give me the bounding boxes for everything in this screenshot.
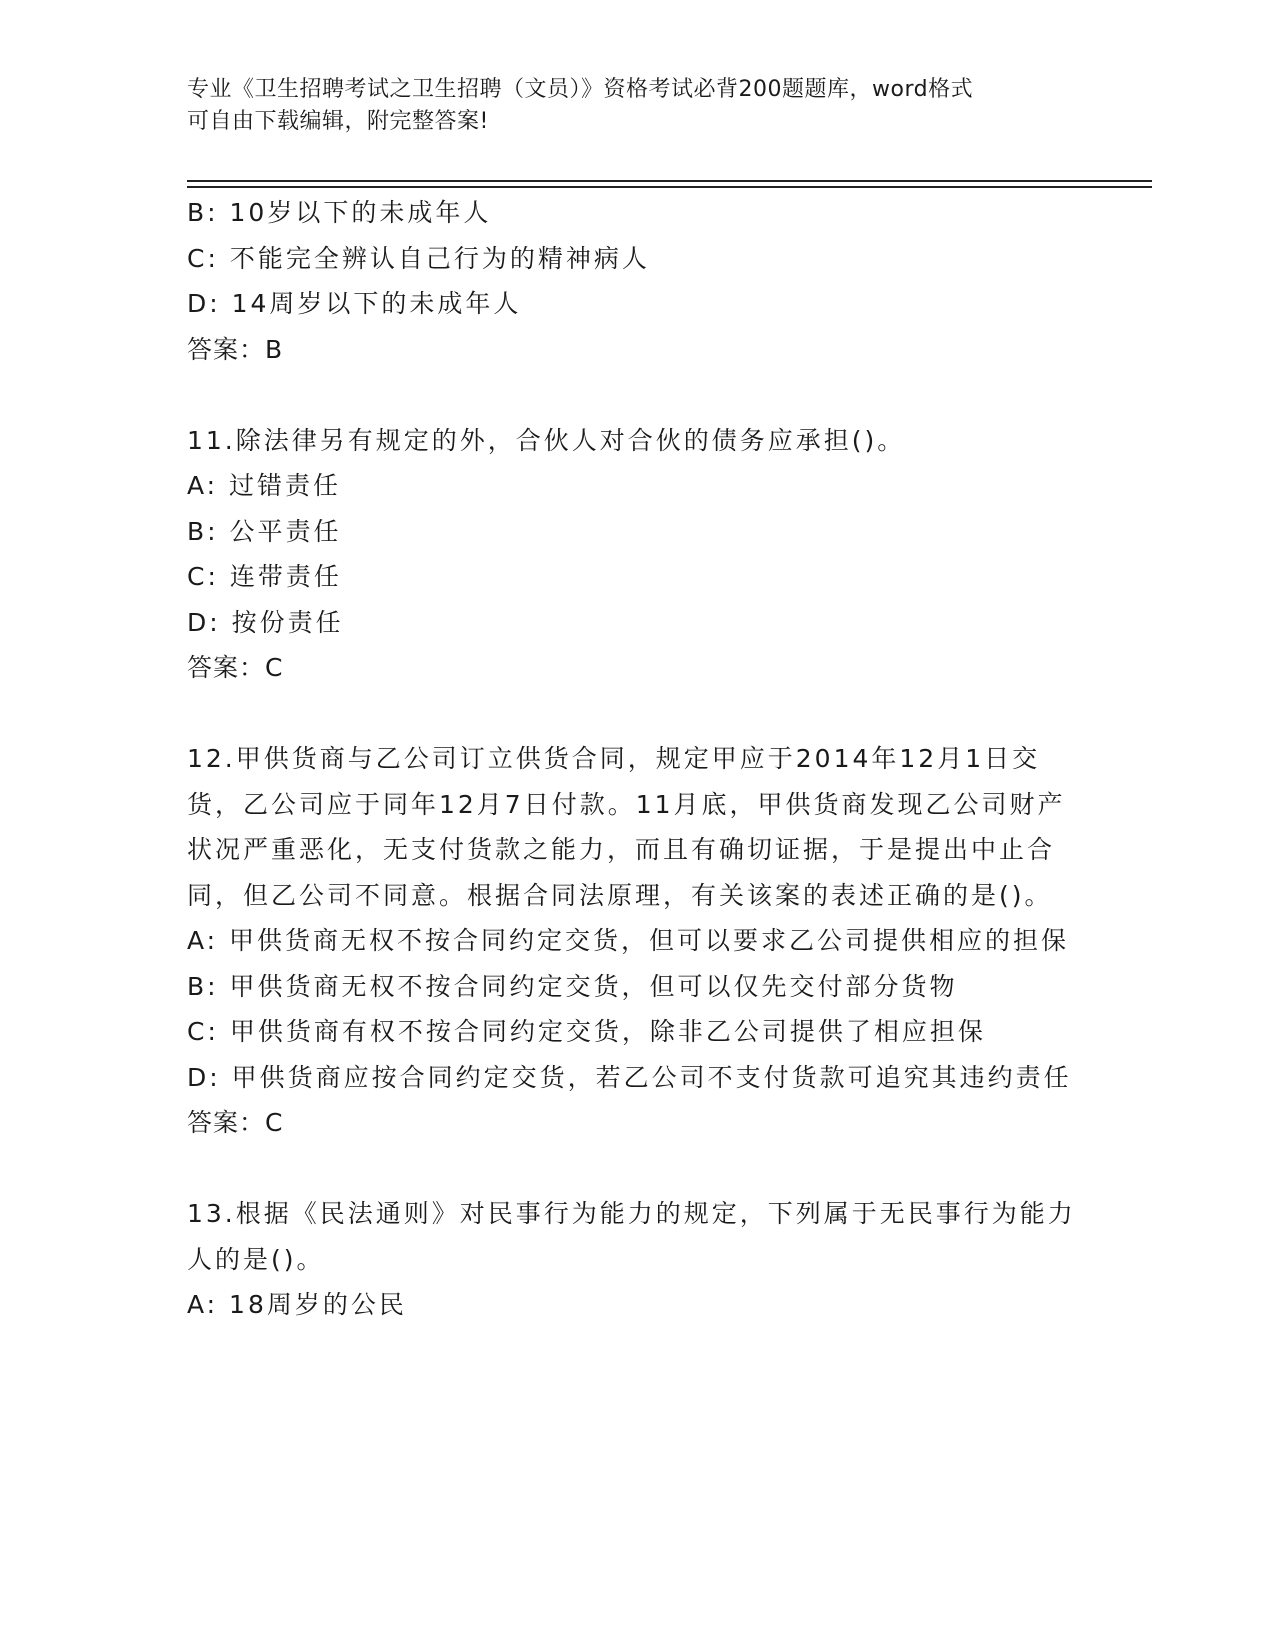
option-b: B: 甲供货商无权不按合同约定交货，但可以仅先交付部分货物: [187, 971, 958, 1001]
option-d: D: 甲供货商应按合同约定交货，若乙公司不支付货款可追究其违约责任: [187, 1062, 1072, 1092]
header-divider-bottom: [187, 186, 1152, 188]
header-divider-top: [187, 180, 1152, 182]
answer: 答案：C: [187, 1108, 284, 1137]
question-10: [187, 190, 1077, 372]
header-line-2: 可自由下载编辑，附完整答案!: [187, 109, 489, 134]
option-a: A: 过错责任: [187, 471, 342, 500]
spacer: [187, 1146, 1077, 1192]
spacer: [187, 691, 1077, 737]
option-c: C: 甲供货商有权不按合同约定交货，除非乙公司提供了相应担保: [187, 1017, 986, 1046]
question-stem: 11.除法律另有规定的外，合伙人对合伙的债务应承担()。: [187, 425, 906, 455]
question-stem: 13.根据《民法通则》对民事行为能力的规定，下列属于无民事行为能力人的是()。: [187, 1199, 1076, 1274]
question-list: [187, 190, 1077, 1328]
question-13: [187, 1191, 1077, 1328]
option-b: B: 10岁以下的未成年人: [187, 198, 492, 227]
option-a: A: 18周岁的公民: [187, 1290, 407, 1319]
option-b: B: 公平责任: [187, 516, 342, 546]
option-c: C: 连带责任: [187, 562, 342, 591]
option-d: D: 14周岁以下的未成年人: [187, 289, 522, 318]
answer: 答案：B: [187, 334, 284, 364]
question-12: [187, 736, 1077, 1146]
header-line-1: 专业《卫生招聘考试之卫生招聘（文员）》资格考试必背200题题库，word格式: [187, 77, 974, 102]
spacer: [187, 372, 1077, 418]
option-c: C: 不能完全辨认自己行为的精神病人: [187, 243, 650, 273]
answer: 答案：C: [187, 653, 284, 682]
option-a: A: 甲供货商无权不按合同约定交货，但可以要求乙公司提供相应的担保: [187, 926, 1070, 955]
option-d: D: 按份责任: [187, 607, 344, 637]
page-header: [187, 74, 1067, 138]
question-stem: 12.甲供货商与乙公司订立供货合同，规定甲应于2014年12月1日交货，乙公司应于同年12月7日付款。11月底，甲供货商发现乙公司财产状况严重恶化，无支付货款之能力，而且有确切证据，于是提出中止合同，但乙公司不同意。根据合同法原理，有关该案的表述正确的是()。: [187, 744, 1066, 910]
question-11: [187, 418, 1077, 691]
